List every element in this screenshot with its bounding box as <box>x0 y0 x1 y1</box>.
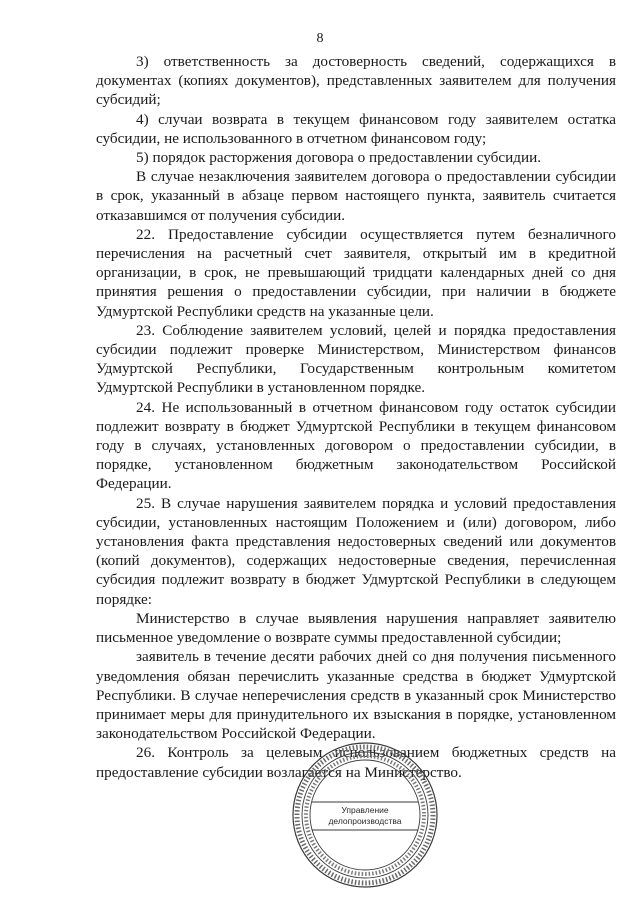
page-number: 8 <box>316 31 324 46</box>
stamp-text-line-2: делопроизводства <box>328 816 402 826</box>
paragraph: 4) случаи возврата в текущем финансовом году заявителем остатка субсидии, не использованного в отчетном финансовом году; <box>96 110 616 147</box>
paragraph: 22. Предоставление субсидии осуществляется путем безналичного перечисления на расчетный счет заявителя, открытый им в кредитной организации, в срок, не превышающий тридцати календарных дней со дня принятия решения о предоставлении субсидии, при наличии в бюджете Удмуртской Республики средств на указанные цели. <box>96 225 616 320</box>
stamp-inner-ring <box>310 760 420 870</box>
paragraph: 25. В случае нарушения заявителем порядка и условий предоставления субсидии, установленных настоящим Положением и (или) договором, либо установления факта представления недостоверных сведений или документов (копий документов), содержащих недостоверные сведения, перечисленная субсидия подлежит возврату в бюджет Удмуртской Республики в следующем порядке: <box>96 494 616 608</box>
paragraph: 23. Соблюдение заявителем условий, целей и порядка предоставления субсидии подлежит проверке Министерством, Министерством финансов Удмуртской Республики, Государственным контрольным комитетом Удмуртской Республики в установленном порядке. <box>96 321 616 397</box>
paragraph: 24. Не использованный в отчетном финансовом году остаток субсидии подлежит возврату в бюджет Удмуртской Республики в текущем финансовом году в случаях, установленных договором о предоставлении субсидии, в порядке, установленном бюджетным законодательством Российской Федерации. <box>96 398 616 493</box>
paragraph: 5) порядок расторжения договора о предоставлении субсидии. <box>136 149 542 167</box>
stamp-dotted-ring <box>306 756 424 874</box>
office-stamp <box>290 740 440 890</box>
paragraph: 26. Контроль за целевым использованием бюджетных средств на предоставление субсидии возлагается на Министерство. <box>96 744 616 781</box>
document-body <box>96 52 616 782</box>
paragraph: В случае незаключения заявителем договора о предоставлении субсидии в срок, указанный в абзаце первом настоящего пункта, заявитель считается отказавшимся от получения субсидии. <box>96 168 616 224</box>
paragraph: Министерство в случае выявления нарушения направляет заявителю письменное уведомление о возврате суммы предоставленной субсидии; <box>96 609 616 647</box>
stamp-outer-ring <box>293 743 437 887</box>
stamp-dotted-ring <box>297 747 433 883</box>
stamp-text-line-1: Управление <box>341 805 389 815</box>
paragraph: заявитель в течение десяти рабочих дней со дня получения письменного уведомления обязан перечислить указанные средства в бюджет Удмуртской Республики. В случае неперечисления средств в указанный срок Министерство принимает меры для принудительного их взыскания в порядке, установленном законодательством Российской Федерации. <box>96 648 616 743</box>
paragraph: 3) ответственность за достоверность сведений, содержащихся в документах (копиях документов), представленных заявителем для получения субсидий; <box>96 53 616 109</box>
stamp-middle-ring <box>302 752 428 878</box>
